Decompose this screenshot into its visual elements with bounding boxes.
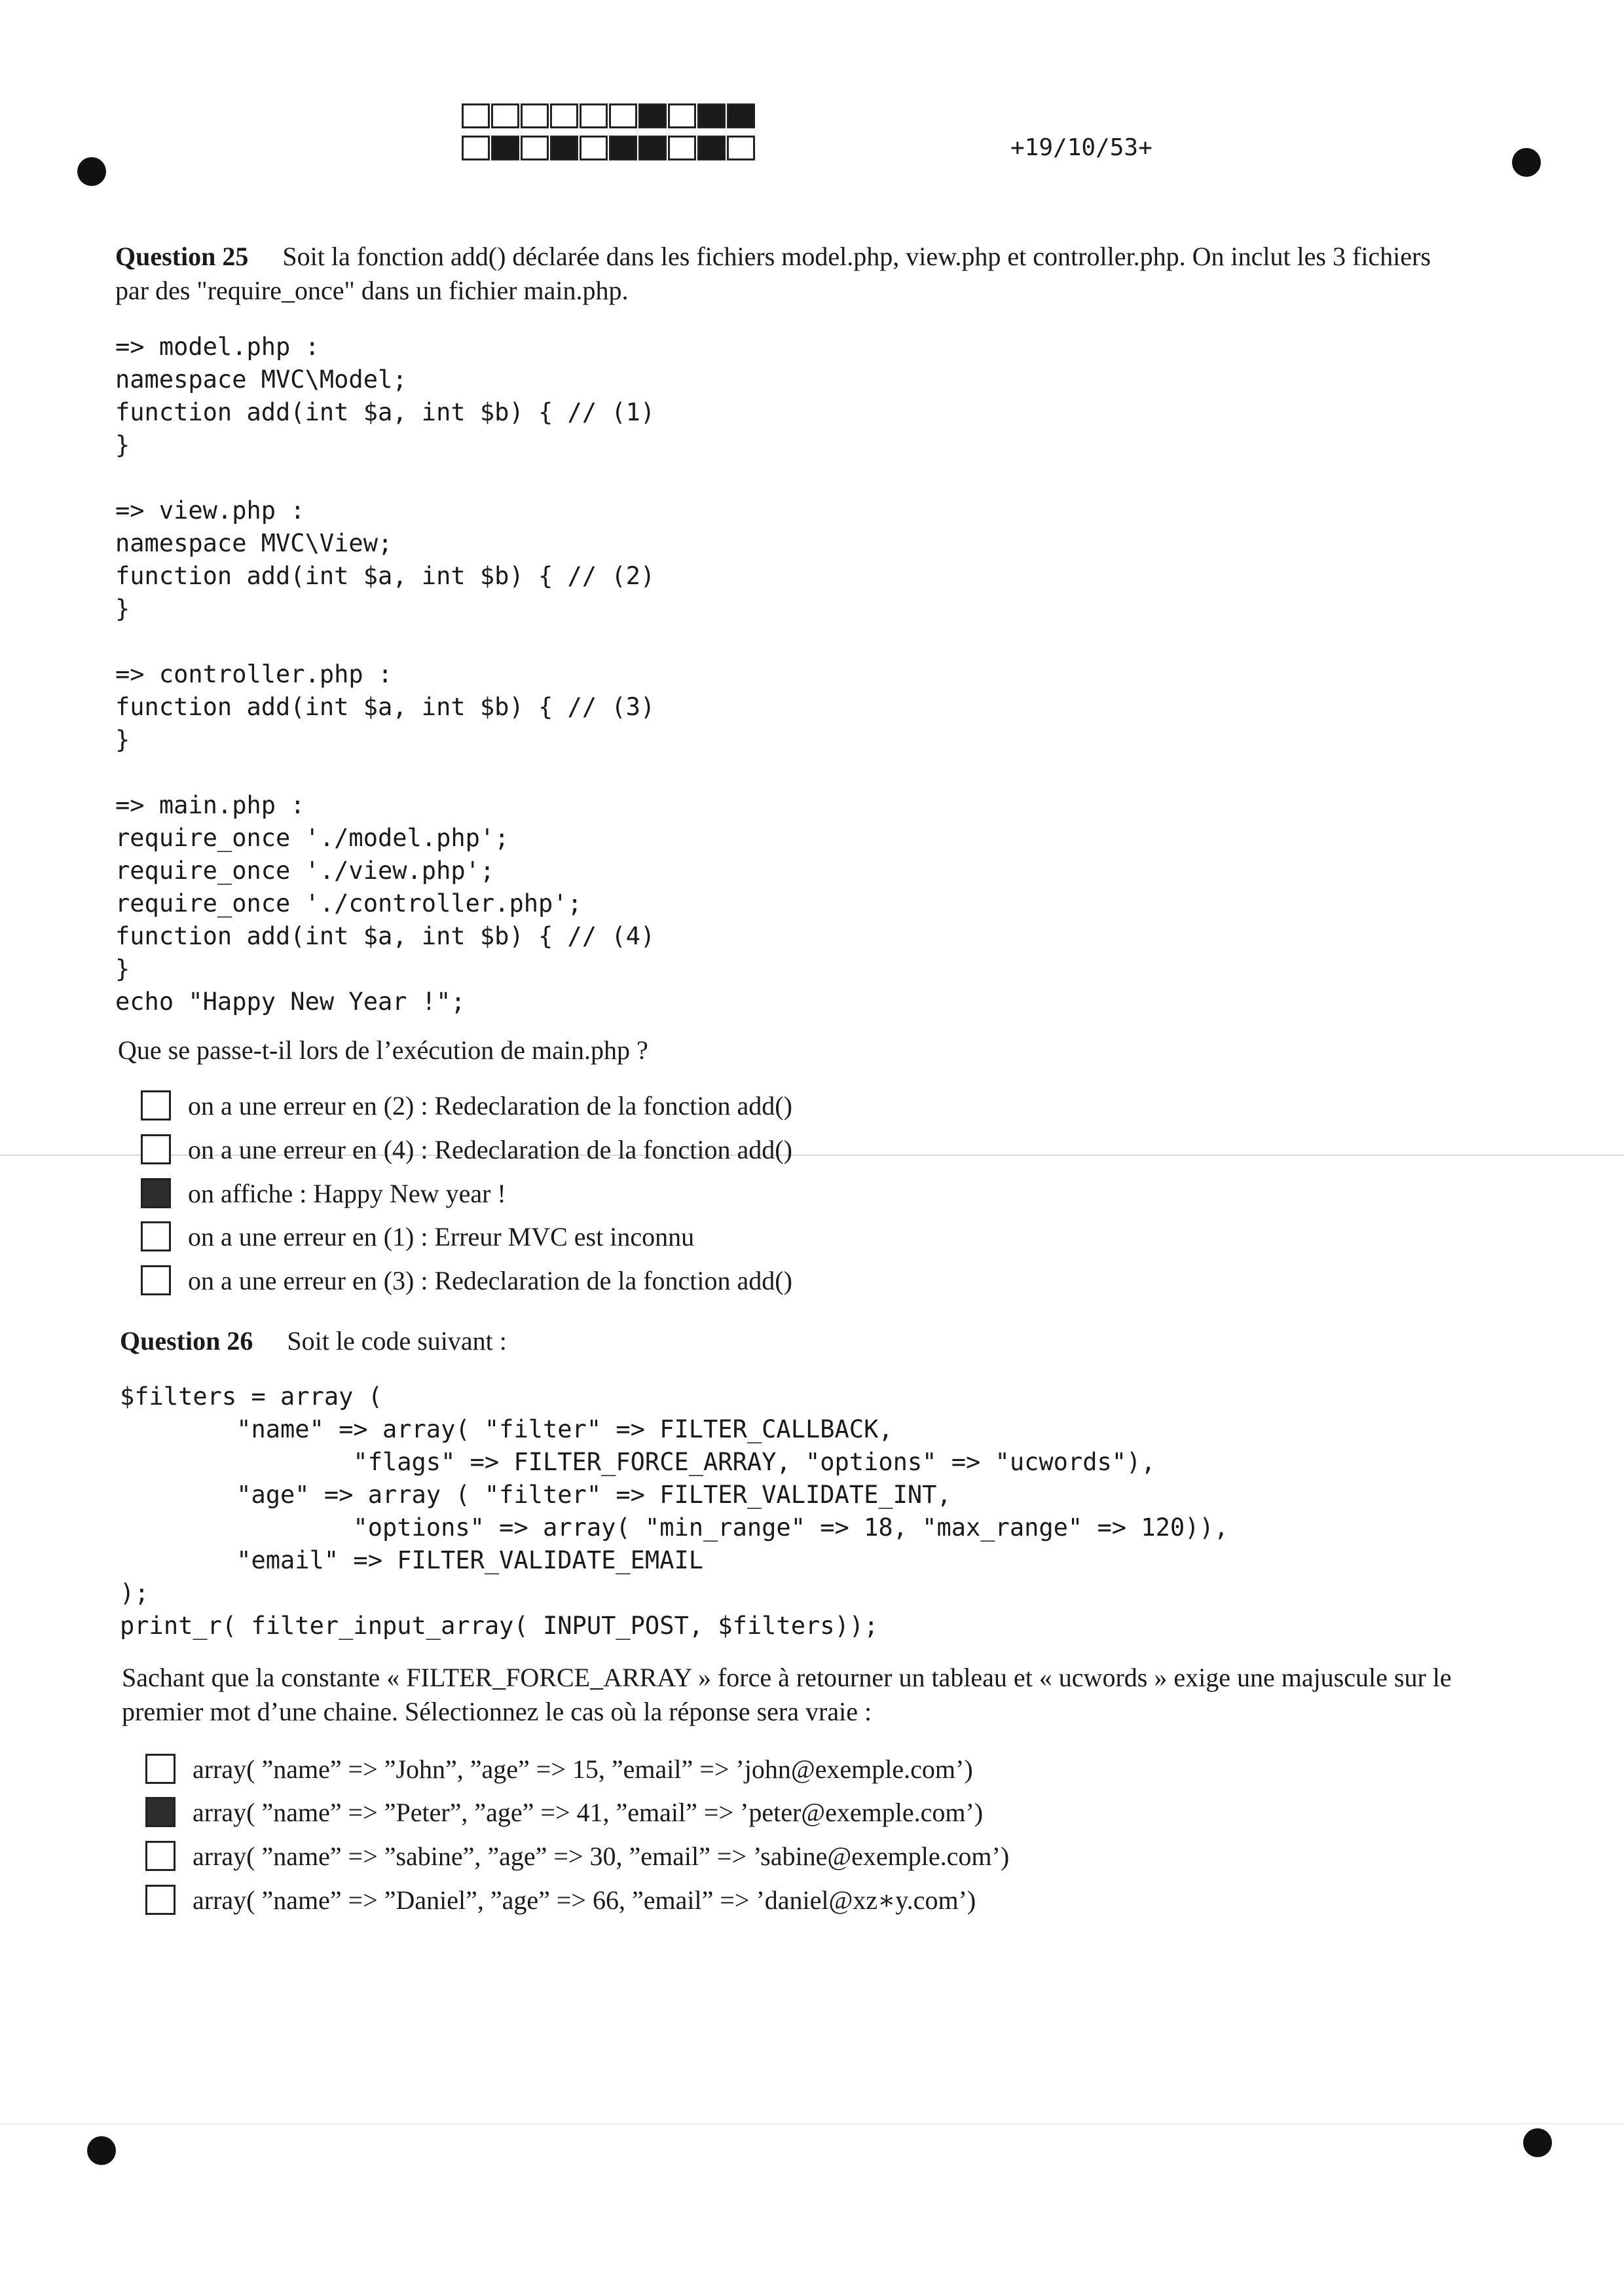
barcode-cell: [609, 103, 637, 128]
barcode-cell: [727, 136, 755, 160]
question-25-text-line2: par des "require_once" dans un fichier main.php.: [115, 276, 629, 305]
question-text: Soit la fonction add() déclarée dans les fichiers model.php, view.php et controller.php. On inclut les 3 fichiers: [282, 242, 1431, 271]
answer-label: on a une erreur en (3) : Redeclaration de la fonction add(): [188, 1265, 792, 1295]
barcode-cell: [491, 103, 519, 128]
barcode-cell: [491, 136, 519, 160]
answer-choice[interactable]: [145, 1752, 973, 1786]
barcode-row-1: [462, 103, 756, 128]
barcode-cell: [580, 136, 608, 160]
question-26-code-block: $filters = array ( "name" => array( "filter" => FILTER_CALLBACK, "flags" => FILTER_FORCE_ARRAY, "options" => "ucwords"), "age" => array ( "filter" => FILTER_VALIDATE_INT, "options" => array( "min_range" => 18, "max_range" => 120)), "email" => FILTER_VALIDATE_EMAIL ); print_r( filter_input_array( INPUT_POST, $filters));: [120, 1382, 1228, 1640]
answer-label: on a une erreur en (4) : Redeclaration de la fonction add(): [188, 1134, 792, 1164]
barcode-cell: [638, 136, 667, 160]
answer-checkbox[interactable]: [145, 1885, 175, 1915]
question-text: Soit le code suivant :: [287, 1326, 507, 1356]
answer-label: array( ”name” => ”Daniel”, ”age” => 66, ”email” => ’daniel@xz∗y.com’): [193, 1885, 976, 1915]
barcode-cell: [521, 136, 549, 160]
answer-label: on a une erreur en (2) : Redeclaration de la fonction add(): [188, 1090, 792, 1120]
answer-choice[interactable]: [141, 1263, 792, 1297]
question-25-header: [115, 240, 1431, 274]
barcode-cell: [668, 103, 696, 128]
answer-label: array( ”name” => ”Peter”, ”age” => 41, ”email” => ’peter@exemple.com’): [193, 1797, 984, 1827]
answer-checkbox[interactable]: [141, 1221, 171, 1251]
barcode-cell: [550, 103, 578, 128]
answer-choice[interactable]: [145, 1883, 976, 1917]
registration-dot-top-left: [77, 157, 106, 186]
question-label: Question 26: [120, 1326, 253, 1356]
barcode-cell: [697, 136, 726, 160]
barcode-cell: [462, 136, 490, 160]
barcode-cell: [638, 103, 667, 128]
answer-label: on affiche : Happy New year !: [188, 1178, 506, 1208]
question-label: Question 25: [115, 242, 249, 271]
barcode-cell: [727, 103, 755, 128]
answer-checkbox[interactable]: [141, 1134, 171, 1164]
answer-checkbox[interactable]: [141, 1265, 171, 1295]
barcode-cell: [609, 136, 637, 160]
answer-checkbox[interactable]: [141, 1178, 171, 1208]
answer-label: array( ”name” => ”sabine”, ”age” => 30, ”email” => ’sabine@exemple.com’): [193, 1841, 1010, 1871]
scan-line: [0, 2123, 1624, 2124]
answer-choice[interactable]: [141, 1176, 506, 1210]
answer-choice[interactable]: [141, 1088, 792, 1122]
page-id: +19/10/53+: [1010, 134, 1153, 161]
registration-dot-top-right: [1512, 148, 1541, 177]
answer-choice[interactable]: [141, 1132, 792, 1166]
answer-choice[interactable]: [145, 1839, 1009, 1873]
question-26-paragraph-line1: Sachant que la constante « FILTER_FORCE_ARRAY » force à retourner un tableau et « ucwords » exige une majuscule sur le: [122, 1663, 1452, 1692]
registration-dot-bottom-right: [1523, 2128, 1552, 2157]
barcode-cell: [521, 103, 549, 128]
answer-label: array( ”name” => ”John”, ”age” => 15, ”email” => ’john@exemple.com’): [193, 1754, 973, 1784]
barcode-row-2: [462, 136, 756, 160]
question-26-header: [120, 1324, 507, 1358]
question-26-paragraph-line2: premier mot d’une chaine. Sélectionnez le cas où la réponse sera vraie :: [122, 1697, 872, 1726]
barcode-cell: [462, 103, 490, 128]
answer-checkbox[interactable]: [141, 1090, 171, 1120]
answer-choice[interactable]: [141, 1219, 694, 1253]
registration-dot-bottom-left: [87, 2136, 116, 2165]
barcode-cell: [550, 136, 578, 160]
answer-checkbox[interactable]: [145, 1797, 175, 1827]
answer-checkbox[interactable]: [145, 1841, 175, 1871]
answer-checkbox[interactable]: [145, 1754, 175, 1784]
answer-label: on a une erreur en (1) : Erreur MVC est inconnu: [188, 1221, 695, 1251]
barcode-cell: [580, 103, 608, 128]
question-25-prompt: Que se passe-t-il lors de l’exécution de main.php ?: [118, 1035, 648, 1065]
barcode-cell: [668, 136, 696, 160]
question-25-code-block: => model.php : namespace MVC\Model; function add(int $a, int $b) { // (1) } => view.php : namespace MVC\View; function add(int $a, int $b) { // (2) } => controller.php : function add(int $a, int $b) { // (3) } => main.php : require_once './model.php'; require_once './view.php'; require_once './controller.php'; function add(int $a, int $b) { // (4) } echo "Happy New Year !";: [115, 333, 655, 1016]
barcode-cell: [697, 103, 726, 128]
answer-choice[interactable]: [145, 1795, 983, 1829]
